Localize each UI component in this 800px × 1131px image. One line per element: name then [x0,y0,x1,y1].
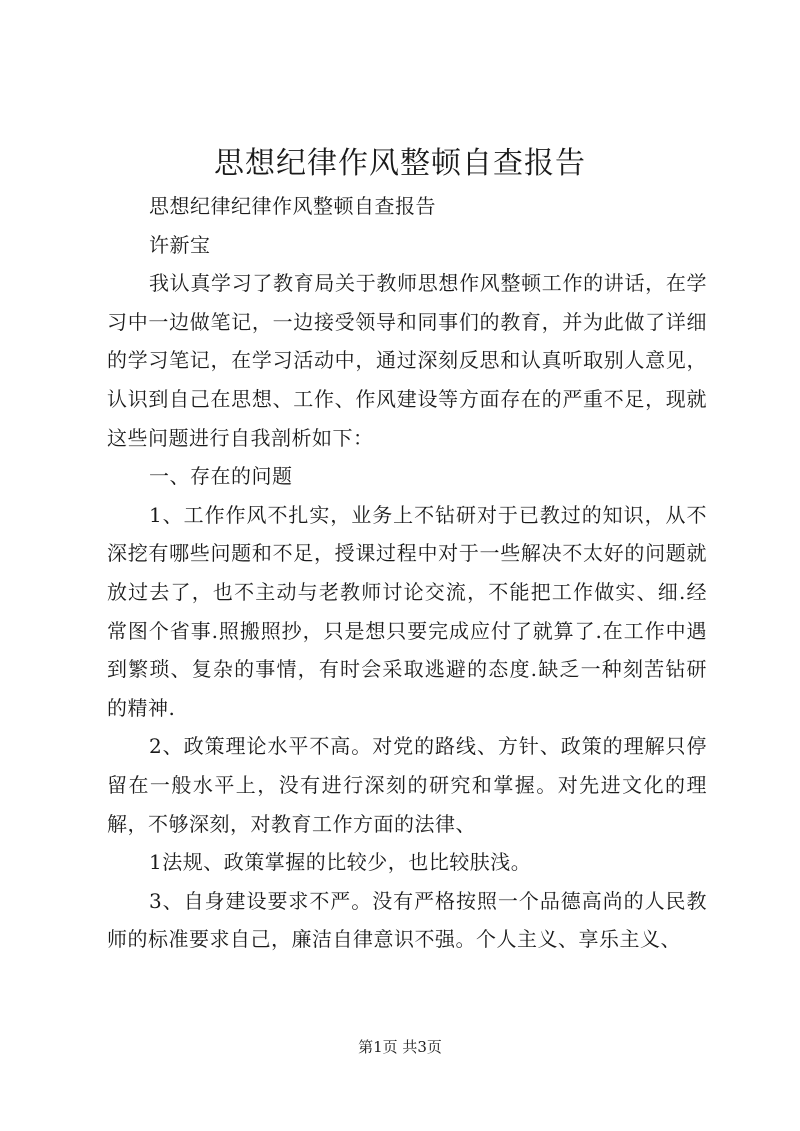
issue-paragraph-2: 2、政策理论水平不高。对党的路线、方针、政策的理解只停留在一般水平上，没有进行深刻的研究和掌握。对先进文化的理解，不够深刻，对教育工作方面的法律、 [107,734,707,836]
issue-paragraph-3: 3、自身建设要求不严。没有严格按照一个品德高尚的人民教师的标准要求自己，廉洁自律意识不强。个人主义、享乐主义、 [107,888,707,952]
intro-paragraph: 我认真学习了教育局关于教师思想作风整顿工作的讲话，在学习中一边做笔记，一边接受领导和同事们的教育，并为此做了详细的学习笔记，在学习活动中，通过深刻反思和认真听取别人意见，认识到自己在思想、工作、作风建设等方面存在的严重不足，现就这些问题进行自我剖析如下： [107,271,707,450]
page-number-footer: 第1页 共3页 [358,1038,442,1056]
document-body [107,187,707,959]
subtitle-paragraph: 思想纪律纪律作风整顿自查报告 [149,194,436,218]
section-heading: 一、存在的问题 [149,464,293,489]
author-paragraph: 许新宝 [149,232,211,257]
document-title: 思想纪律作风整顿自查报告 [214,146,586,181]
issue-paragraph-1: 1、工作作风不扎实，业务上不钻研对于已教过的知识，从不深挖有哪些问题和不足，授课过程中对于一些解决不太好的问题就放过去了，也不主动与老教师讨论交流，不能把工作做实、细.经常图个省事.照搬照抄，只是想只要完成应付了就算了.在工作中遇到繁琐、复杂的事情，有时会采取逃避的态度.缺乏一种刻苦钻研的精神. [107,502,707,720]
issue-paragraph-2-continued: 1法规、政策掌握的比较少，也比较肤浅。 [149,850,532,875]
